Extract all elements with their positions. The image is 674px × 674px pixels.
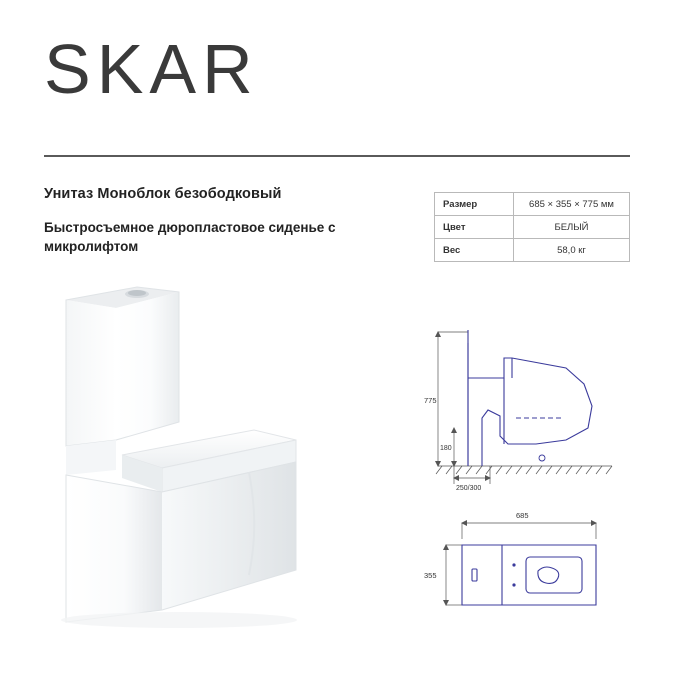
spec-table xyxy=(434,192,630,262)
side-profile-outline xyxy=(468,330,592,466)
table-row xyxy=(435,239,630,262)
brand-title: SKAR xyxy=(44,30,259,108)
dim-label-width: 685 xyxy=(516,511,529,520)
spec-key-color: Цвет xyxy=(435,216,514,239)
tank-front xyxy=(66,300,116,446)
technical-drawing-top xyxy=(416,505,634,630)
dim-label-outlet: 250/300 xyxy=(456,485,482,492)
tank-side xyxy=(116,292,179,440)
product-photo xyxy=(44,270,394,630)
spec-key-weight: Вес xyxy=(435,239,514,262)
table-row xyxy=(435,216,630,239)
title-block xyxy=(44,186,404,256)
technical-drawing-side xyxy=(416,318,634,498)
top-plan-outline xyxy=(462,545,596,605)
spec-value-weight: 58,0 кг xyxy=(514,239,630,262)
table-row xyxy=(435,193,630,216)
spec-value-color: БЕЛЫЙ xyxy=(514,216,630,239)
spec-key-size: Размер xyxy=(435,193,514,216)
header-divider xyxy=(44,155,630,157)
dim-label-depth: 355 xyxy=(424,571,437,580)
bowl-front xyxy=(66,475,162,622)
dim-label-seat-height: 180 xyxy=(440,445,452,452)
product-title: Унитаз Моноблок безободковый xyxy=(44,186,282,202)
product-subtitle: Быстросъемное дюропластовое сиденье с микролифтом xyxy=(44,220,336,254)
spec-value-size: 685 × 355 × 775 мм xyxy=(514,193,630,216)
dim-label-height: 775 xyxy=(424,396,437,405)
